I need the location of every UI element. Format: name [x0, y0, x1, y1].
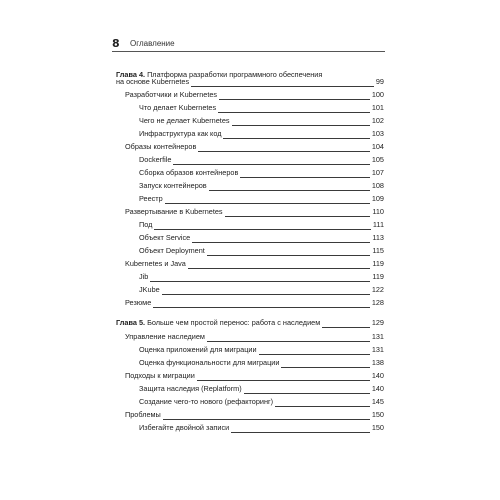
toc-subsection-page: 105	[371, 155, 384, 164]
subsection-title-text: Под	[139, 220, 153, 229]
chapter-4-title-line2: на основе Kubernetes	[116, 77, 190, 86]
toc-subsection-title	[139, 384, 242, 394]
toc-subsection	[139, 116, 384, 127]
toc-subsection-title	[139, 116, 230, 126]
toc-section-leader	[198, 151, 369, 152]
toc-subsection	[139, 246, 384, 257]
toc-section-leader	[197, 380, 370, 381]
toc-subsection-leader	[232, 125, 370, 126]
chapter-4-title	[116, 77, 189, 87]
section-title-text: Резюме	[125, 298, 152, 307]
toc-section-title	[125, 259, 186, 269]
subsection-title-text: Объект Service	[139, 233, 191, 242]
subsection-title-text: Создание чего-то нового (рефакторинг)	[139, 397, 274, 406]
toc-subsection-title	[139, 181, 207, 191]
chapter-4	[116, 77, 384, 88]
toc-section	[125, 298, 384, 309]
toc-subsection-title	[139, 155, 171, 165]
toc-subsection-page: 109	[371, 194, 384, 203]
toc-subsection-title	[139, 358, 279, 368]
chapter-5-title-text: Больше чем простой перенос: работа с наследием	[147, 318, 321, 327]
chapter-5-number: Глава 5.	[116, 318, 148, 327]
toc-section	[125, 410, 384, 421]
toc-subsection	[139, 155, 384, 166]
toc-section-title	[125, 410, 161, 420]
toc-section-leader	[153, 307, 370, 308]
toc-section-page: 150	[371, 410, 384, 419]
toc-subsection-page: 113	[372, 233, 384, 242]
toc-subsection-leader	[218, 112, 370, 113]
subsection-title-text: Сборка образов контейнеров	[139, 168, 239, 177]
toc-subsection-leader	[231, 432, 370, 433]
toc-subsection-leader	[192, 242, 370, 243]
chapter-5-page: 129	[371, 318, 384, 327]
toc-section-leader	[219, 99, 370, 100]
toc-section-title	[125, 90, 217, 100]
toc-section-title	[125, 142, 196, 152]
section-title-text: Kubernetes и Java	[125, 259, 186, 268]
chapter-4-number: Глава 4.	[116, 70, 146, 79]
toc-subsection-title	[139, 345, 257, 355]
toc-subsection-page: 108	[371, 181, 384, 190]
toc-subsection-leader	[209, 190, 370, 191]
toc-section	[125, 332, 384, 343]
toc-section-title	[125, 298, 151, 308]
toc-section	[125, 259, 384, 270]
toc-section	[125, 90, 384, 101]
toc-subsection-page: 150	[371, 423, 384, 432]
subsection-title-text: Инфраструктура как код	[139, 129, 222, 138]
toc-subsection-page: 107	[371, 168, 384, 177]
toc-subsection	[139, 168, 384, 179]
toc-subsection-page: 131	[371, 345, 384, 354]
page-number: 8	[112, 37, 120, 50]
toc-subsection-page: 122	[371, 285, 384, 294]
toc-section-page: 110	[372, 207, 384, 216]
toc-subsection	[139, 103, 384, 114]
running-title: Оглавление	[130, 39, 175, 48]
toc-subsection-title	[139, 194, 163, 204]
section-title-text: Развертывание в Kubernetes	[125, 207, 223, 216]
toc-subsection-title	[139, 397, 273, 407]
toc-subsection-title	[139, 103, 216, 113]
toc-section-title	[125, 332, 205, 342]
chapter-5-title	[116, 318, 320, 328]
section-title-text: Образы контейнеров	[125, 142, 197, 151]
subsection-title-text: Dockerfile	[139, 155, 172, 164]
toc-subsection-title	[139, 272, 148, 282]
section-title-text: Управление наследием	[125, 332, 205, 341]
toc-section-page: 140	[371, 371, 384, 380]
toc-section-page: 131	[371, 332, 384, 341]
toc-section-leader	[163, 419, 370, 420]
toc-subsection	[139, 233, 384, 244]
toc-section-page: 128	[371, 298, 384, 307]
toc-subsection	[139, 423, 384, 434]
chapter-5	[116, 318, 384, 329]
chapter-5-leader	[322, 327, 370, 328]
subsection-title-text: JKube	[139, 285, 160, 294]
toc-subsection-page: 103	[371, 129, 384, 138]
toc-section-leader	[225, 216, 371, 217]
toc-subsection-page: 119	[372, 272, 384, 281]
toc-subsection-page: 111	[372, 220, 384, 229]
toc-subsection	[139, 129, 384, 140]
toc-subsection-page: 138	[371, 358, 384, 367]
toc-section-page: 100	[371, 90, 384, 99]
toc-section	[125, 142, 384, 153]
toc-subsection-page: 102	[371, 116, 384, 125]
toc-section-leader	[207, 341, 370, 342]
subsection-title-text: Избегайте двойной записи	[139, 423, 230, 432]
subsection-title-text: Запуск контейнеров	[139, 181, 207, 190]
toc-subsection-leader	[150, 281, 370, 282]
header-rule	[112, 51, 385, 52]
toc-subsection	[139, 272, 384, 283]
toc-subsection	[139, 384, 384, 395]
chapter-4-leader	[191, 86, 374, 87]
subsection-title-text: Что делает Kubernetes	[139, 103, 217, 112]
toc-subsection	[139, 397, 384, 408]
toc-subsection-page: 140	[371, 384, 384, 393]
toc-subsection-leader	[207, 255, 371, 256]
subsection-title-text: Оценка приложений для миграции	[139, 345, 257, 354]
toc-subsection	[139, 345, 384, 356]
subsection-title-text: Реестр	[139, 194, 163, 203]
toc-subsection-leader	[173, 164, 369, 165]
toc-section-title	[125, 207, 223, 217]
toc-subsection-title	[139, 233, 190, 243]
toc-subsection-leader	[281, 367, 369, 368]
toc-subsection-leader	[162, 294, 370, 295]
subsection-title-text: Оценка функциональности для миграции	[139, 358, 280, 367]
toc-subsection-title	[139, 220, 152, 230]
subsection-title-text: Защита наследия (Replatform)	[139, 384, 242, 393]
toc-section	[125, 371, 384, 382]
toc-subsection-leader	[240, 177, 369, 178]
running-header	[112, 37, 385, 51]
toc-subsection-title	[139, 285, 160, 295]
toc-subsection-title	[139, 423, 229, 433]
toc-subsection-leader	[244, 393, 370, 394]
toc-subsection-title	[139, 129, 221, 139]
toc-subsection	[139, 181, 384, 192]
toc-subsection-title	[139, 168, 238, 178]
toc-section	[125, 207, 384, 218]
toc-subsection-page: 145	[371, 397, 384, 406]
toc-subsection-page: 101	[371, 103, 384, 112]
subsection-title-text: Чего не делает Kubernetes	[139, 116, 230, 125]
toc-subsection-leader	[259, 354, 370, 355]
toc-subsection	[139, 285, 384, 296]
chapter-4-title-text: Платформа разработки программного обеспечения	[147, 70, 323, 79]
section-title-text: Разработчики и Kubernetes	[125, 90, 218, 99]
section-title-text: Подходы к миграции	[125, 371, 195, 380]
subsection-title-text: Jib	[139, 272, 149, 281]
toc-subsection	[139, 194, 384, 205]
toc-section-page: 104	[371, 142, 384, 151]
toc-subsection	[139, 220, 384, 231]
toc-subsection-leader	[223, 138, 369, 139]
toc-subsection-title	[139, 246, 205, 256]
toc-section-title	[125, 371, 195, 381]
chapter-4-page: 99	[375, 77, 384, 86]
toc-section-leader	[188, 268, 370, 269]
section-title-text: Проблемы	[125, 410, 161, 419]
toc-section-page: 119	[372, 259, 384, 268]
toc-subsection-leader	[165, 203, 370, 204]
toc-subsection	[139, 358, 384, 369]
toc-subsection-leader	[154, 229, 371, 230]
toc-subsection-leader	[275, 406, 370, 407]
subsection-title-text: Объект Deployment	[139, 246, 205, 255]
toc-subsection-page: 115	[372, 246, 384, 255]
